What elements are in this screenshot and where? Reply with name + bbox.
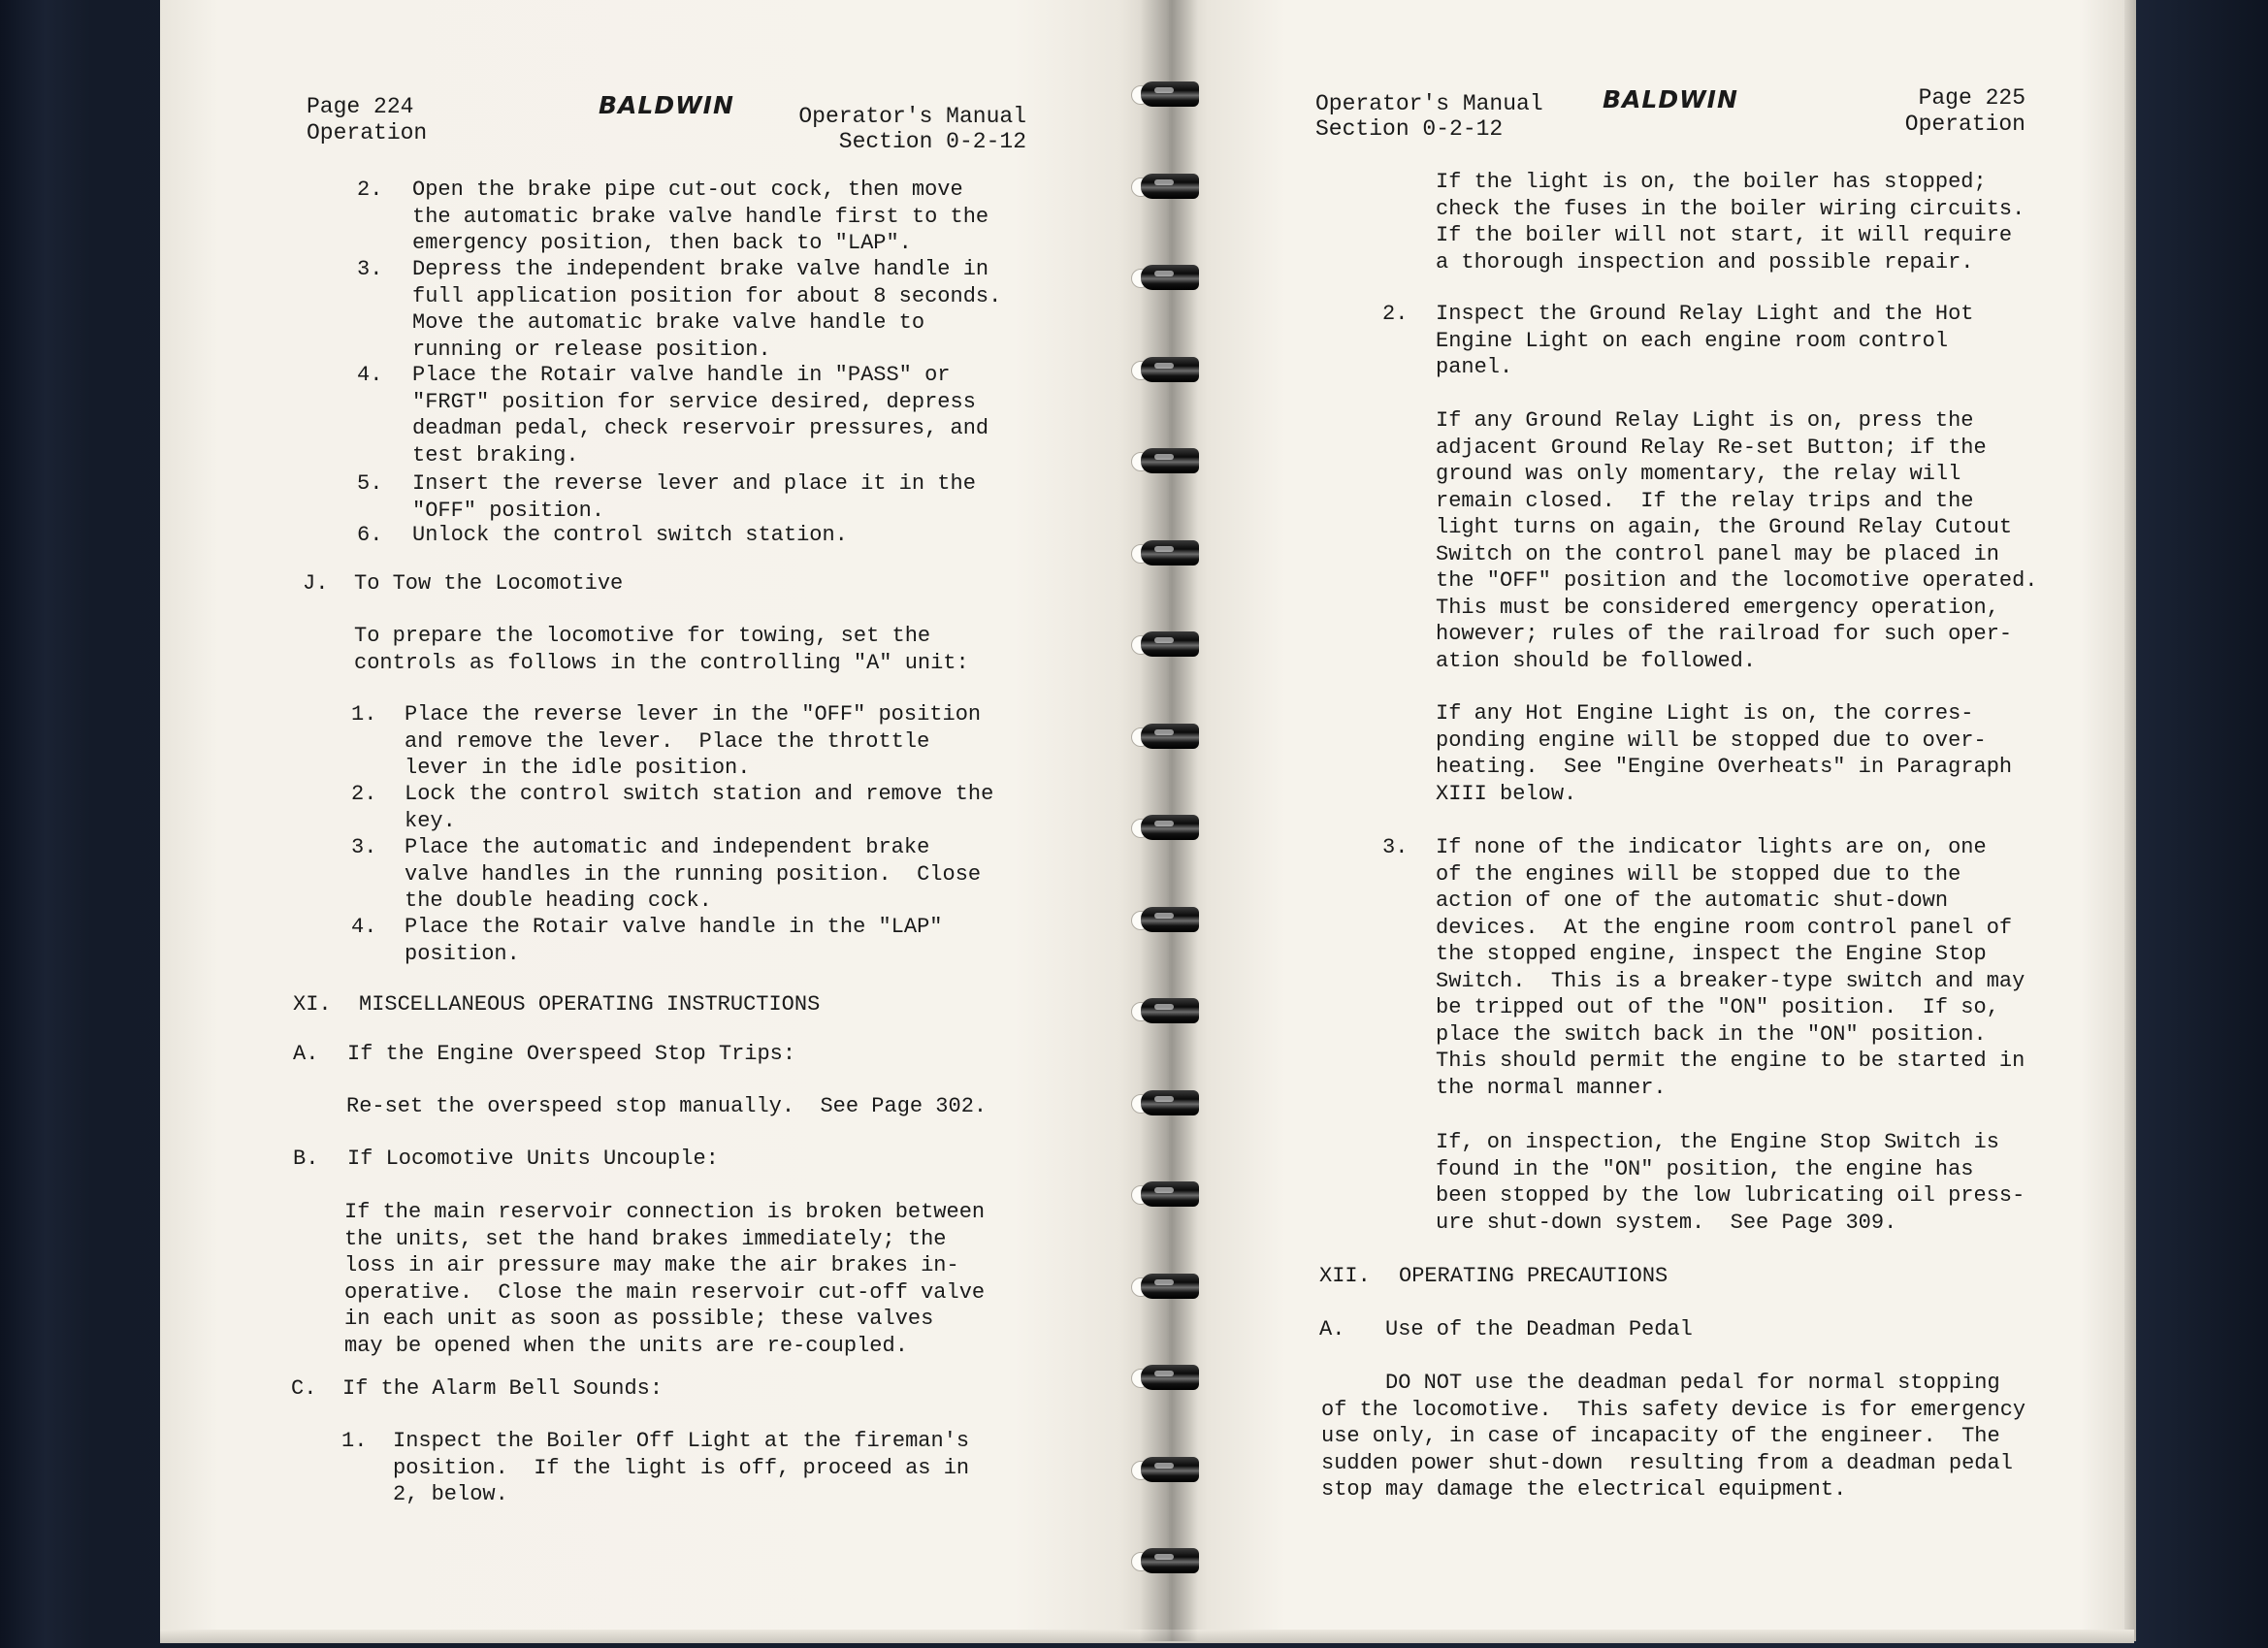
paragraph-line: found in the "ON" position, the engine has bbox=[1436, 1156, 1974, 1181]
section-letter: J. bbox=[303, 571, 329, 596]
binding-coil bbox=[1125, 1542, 1203, 1579]
section-title: OPERATING PRECAUTIONS bbox=[1399, 1264, 1669, 1288]
paragraph-line: This must be considered emergency operation, bbox=[1436, 595, 1999, 620]
paragraph-line: Re-set the overspeed stop manually. See Page 302. bbox=[346, 1094, 988, 1118]
step-number: 6. bbox=[357, 523, 383, 547]
paragraph-line: ure shut-down system. See Page 309. bbox=[1436, 1210, 1897, 1235]
step-text-line: Inspect the Boiler Off Light at the fireman's bbox=[393, 1429, 970, 1453]
step-text-line: of the engines will be stopped due to the bbox=[1436, 861, 1961, 887]
step-text-line: position. bbox=[405, 941, 520, 966]
step-text-line: This should permit the engine to be started in bbox=[1436, 1049, 2025, 1073]
step-number: 4. bbox=[351, 915, 377, 939]
paragraph-line: XIII below. bbox=[1436, 781, 1577, 806]
step-text-line: deadman pedal, check reservoir pressures, and bbox=[412, 416, 989, 440]
binding-coil bbox=[1125, 351, 1203, 388]
binding-coil bbox=[1125, 168, 1203, 205]
step-text-line: Place the reverse lever in the "OFF" position bbox=[405, 702, 982, 727]
section-letter: A. bbox=[1319, 1317, 1345, 1341]
binding-coil bbox=[1125, 534, 1203, 571]
paragraph-line: the "OFF" position and the locomotive operated. bbox=[1436, 568, 2038, 593]
binding-coil bbox=[1125, 1176, 1203, 1212]
left-brand-logo: BALDWIN bbox=[599, 91, 734, 119]
step-number: 2. bbox=[351, 782, 377, 806]
paragraph-line: If any Hot Engine Light is on, the corres- bbox=[1436, 701, 1974, 726]
section-title: If Locomotive Units Uncouple: bbox=[347, 1147, 719, 1171]
left-manual-section: Section 0-2-12 bbox=[838, 129, 1026, 154]
left-section-label: Operation bbox=[307, 120, 428, 145]
step-text-line: the double heading cock. bbox=[405, 889, 712, 913]
section-title: MISCELLANEOUS OPERATING INSTRUCTIONS bbox=[359, 992, 821, 1017]
step-text-line: "OFF" position. bbox=[412, 498, 605, 523]
paragraph-line: sudden power shut-down resulting from a deadman pedal bbox=[1321, 1450, 2013, 1475]
section-title: If the Alarm Bell Sounds: bbox=[342, 1376, 664, 1401]
step-text-line: Inspect the Ground Relay Light and the Hot bbox=[1436, 302, 1974, 326]
step-text-line: Place the Rotair valve handle in the "LAP" bbox=[405, 915, 943, 939]
step-text-line: and remove the lever. Place the throttle bbox=[405, 728, 930, 754]
paragraph-line: If the light is on, the boiler has stopped; bbox=[1436, 170, 1987, 194]
step-text-line: devices. At the engine room control panel of bbox=[1436, 915, 2013, 940]
step-number: 5. bbox=[357, 471, 383, 496]
paragraph-line: may be opened when the units are re-coupled. bbox=[344, 1333, 908, 1358]
right-section-label: Operation bbox=[1904, 112, 2025, 137]
section-letter: C. bbox=[291, 1376, 317, 1401]
step-text-line: the stopped engine, inspect the Engine Stop bbox=[1436, 942, 1987, 966]
paragraph-line: however; rules of the railroad for such oper- bbox=[1436, 622, 2013, 646]
binding-coil bbox=[1125, 1084, 1203, 1121]
step-text-line: key. bbox=[405, 808, 456, 833]
step-text-line: panel. bbox=[1436, 355, 1513, 379]
step-text-line: Place the automatic and independent brake bbox=[405, 835, 930, 859]
right-brand-logo: BALDWIN bbox=[1603, 85, 1738, 113]
step-text-line: running or release position. bbox=[412, 337, 771, 362]
paragraph-line: a thorough inspection and possible repair. bbox=[1436, 249, 1974, 275]
section-title: If the Engine Overspeed Stop Trips: bbox=[347, 1042, 796, 1066]
paragraph-line: the units, set the hand brakes immediately; the bbox=[344, 1226, 947, 1251]
step-text-line: If none of the indicator lights are on, one bbox=[1436, 835, 1987, 859]
step-text-line: place the switch back in the "ON" position. bbox=[1436, 1021, 1987, 1047]
section-title: To Tow the Locomotive bbox=[354, 571, 624, 596]
paragraph-line: remain closed. If the relay trips and the bbox=[1436, 488, 1974, 513]
step-text-line: Unlock the control switch station. bbox=[412, 523, 848, 547]
step-text-line: Switch. This is a breaker-type switch and may bbox=[1436, 968, 2025, 993]
binding-coil bbox=[1125, 1268, 1203, 1305]
step-number: 3. bbox=[1382, 835, 1409, 859]
paragraph-line: light turns on again, the Ground Relay Cutout bbox=[1436, 515, 2013, 539]
section-letter: B. bbox=[293, 1147, 319, 1171]
section-title: Use of the Deadman Pedal bbox=[1385, 1317, 1693, 1341]
page-stack-edge bbox=[2124, 0, 2136, 1641]
step-text-line: action of one of the automatic shut-down bbox=[1436, 889, 1949, 913]
paragraph-line: Switch on the control panel may be placed in bbox=[1436, 541, 1999, 566]
step-text-line: Insert the reverse lever and place it in the bbox=[412, 471, 976, 496]
step-number: 4. bbox=[357, 363, 383, 387]
step-text-line: Move the automatic brake valve handle to bbox=[412, 310, 925, 335]
binding-coil bbox=[1125, 992, 1203, 1029]
paragraph-line: heating. See "Engine Overheats" in Paragraph bbox=[1436, 755, 2013, 779]
step-text-line: "FRGT" position for service desired, depress bbox=[412, 389, 976, 414]
right-manual-section: Section 0-2-12 bbox=[1315, 116, 1504, 142]
paragraph-line: use only, in case of incapacity of the engineer. The bbox=[1321, 1424, 2000, 1448]
step-text-line: be tripped out of the "ON" position. If so, bbox=[1436, 995, 1999, 1019]
step-text-line: emergency position, then back to "LAP". bbox=[412, 231, 912, 255]
paragraph-line: been stopped by the low lubricating oil press- bbox=[1436, 1183, 2025, 1208]
step-text-line: 2, below. bbox=[393, 1482, 508, 1506]
section-letter: A. bbox=[293, 1042, 319, 1066]
step-number: 3. bbox=[351, 835, 377, 859]
paragraph-line: in each unit as soon as possible; these valves bbox=[344, 1307, 934, 1331]
step-text-line: valve handles in the running position. Close bbox=[405, 861, 982, 887]
binding-coil bbox=[1125, 1359, 1203, 1396]
paragraph-line: operative. Close the main reservoir cut-off valve bbox=[344, 1279, 986, 1305]
binding-coil bbox=[1125, 259, 1203, 296]
paragraph-line: adjacent Ground Relay Re-set Button; if the bbox=[1436, 435, 1987, 460]
section-number: XI. bbox=[293, 992, 332, 1017]
step-text-line: Place the Rotair valve handle in "PASS" or bbox=[412, 363, 951, 387]
paragraph-line: If any Ground Relay Light is on, press the bbox=[1436, 408, 1974, 433]
paragraph-line: ground was only momentary, the relay will bbox=[1436, 462, 1961, 486]
paragraph-line: DO NOT use the deadman pedal for normal stopping bbox=[1385, 1371, 2000, 1395]
step-text-line: Lock the control switch station and remove the bbox=[405, 782, 994, 806]
paragraph-line: controls as follows in the controlling "A" unit: bbox=[354, 650, 969, 675]
step-text-line: test braking. bbox=[412, 442, 579, 468]
paragraph-line: ponding engine will be stopped due to over- bbox=[1436, 727, 1987, 753]
step-text-line: position. If the light is off, proceed as in bbox=[393, 1455, 970, 1480]
paragraph-line: ation should be followed. bbox=[1436, 648, 1757, 673]
step-number: 1. bbox=[351, 702, 377, 727]
step-text-line: full application position for about 8 seconds. bbox=[412, 283, 1002, 308]
section-number: XII. bbox=[1319, 1264, 1371, 1288]
step-text-line: the automatic brake valve handle first to the bbox=[412, 204, 989, 229]
binding-coil bbox=[1125, 1451, 1203, 1488]
step-number: 1. bbox=[341, 1429, 368, 1453]
right-manual-title: Operator's Manual bbox=[1315, 91, 1543, 116]
step-number: 3. bbox=[357, 257, 383, 281]
paragraph-line: of the locomotive. This safety device is for emergency bbox=[1321, 1397, 2026, 1422]
binding-coil bbox=[1125, 626, 1203, 662]
right-page-number: Page 225 bbox=[1918, 85, 2025, 111]
paragraph-line: If the boiler will not start, it will require bbox=[1436, 223, 2013, 247]
step-text-line: the normal manner. bbox=[1436, 1075, 1667, 1100]
paragraph-line: stop may damage the electrical equipment. bbox=[1321, 1477, 1847, 1502]
binding-coil bbox=[1125, 718, 1203, 755]
binding-coil bbox=[1125, 901, 1203, 938]
binding-coil bbox=[1125, 809, 1203, 846]
step-text-line: Depress the independent brake valve handle in bbox=[412, 257, 989, 281]
paragraph-line: loss in air pressure may make the air brakes in- bbox=[344, 1253, 959, 1277]
binding-coil bbox=[1125, 76, 1203, 113]
paragraph-line: If the main reservoir connection is broken between bbox=[344, 1200, 986, 1224]
step-text-line: Open the brake pipe cut-out cock, then move bbox=[412, 178, 963, 202]
paragraph-line: To prepare the locomotive for towing, set the bbox=[354, 624, 931, 648]
left-page-number: Page 224 bbox=[307, 94, 414, 119]
step-number: 2. bbox=[357, 178, 383, 202]
paragraph-line: check the fuses in the boiler wiring circuits. bbox=[1436, 196, 2025, 221]
paragraph-line: If, on inspection, the Engine Stop Switch is bbox=[1436, 1130, 1999, 1154]
binding-coil bbox=[1125, 442, 1203, 479]
step-text-line: lever in the idle position. bbox=[405, 756, 751, 780]
left-manual-title: Operator's Manual bbox=[798, 104, 1026, 129]
step-text-line: Engine Light on each engine room control bbox=[1436, 328, 1949, 353]
step-number: 2. bbox=[1382, 302, 1409, 326]
